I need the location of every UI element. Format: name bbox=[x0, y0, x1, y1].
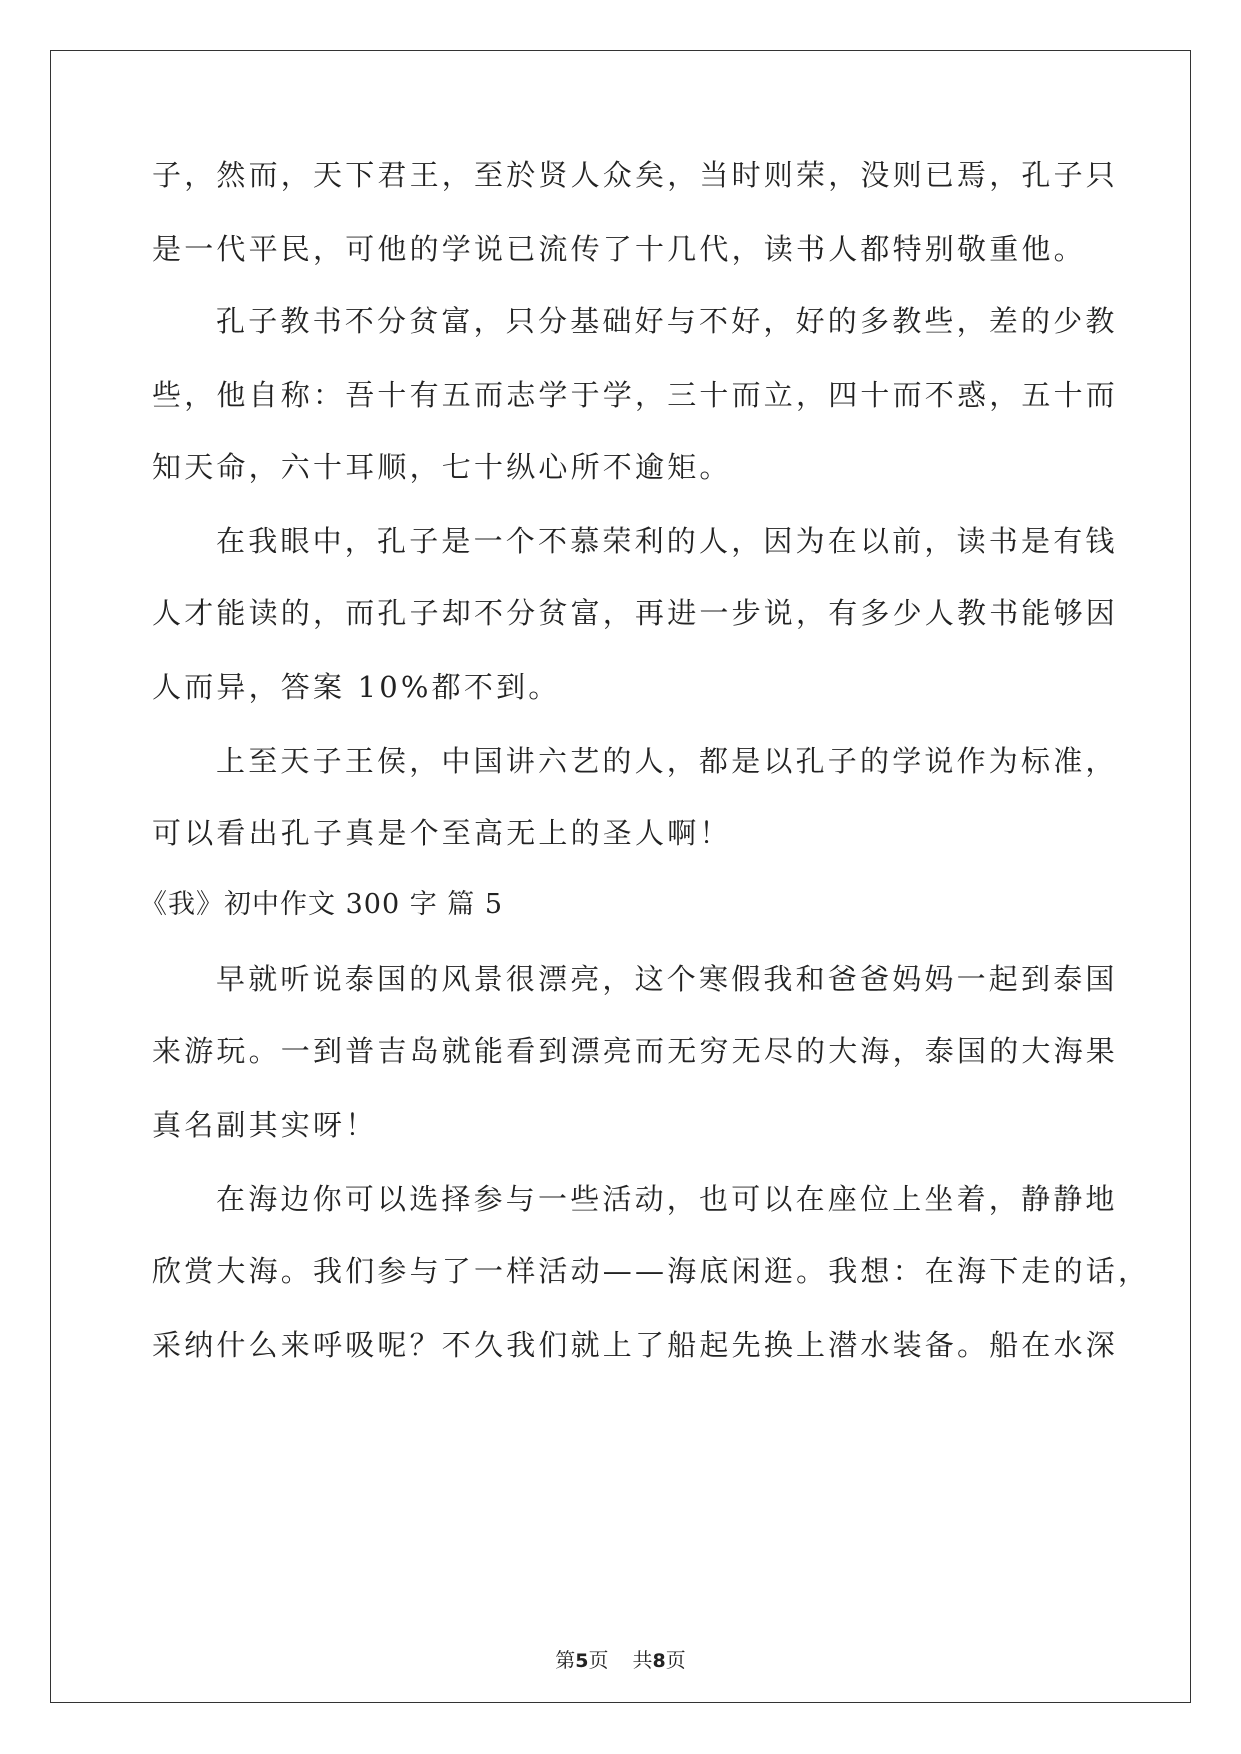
total-pages: 8 bbox=[652, 1650, 666, 1672]
paragraph-line: 来游玩。一到普吉岛就能看到漂亮而无穷无尽的大海，泰国的大海果 bbox=[152, 1034, 1119, 1068]
paragraph-line: 上至天子王侯，中国讲六艺的人，都是以孔子的学说作为标准， bbox=[216, 744, 1118, 778]
paragraph-line: 孔子教书不分贫富，只分基础好与不好，好的多教些，差的少教 bbox=[216, 304, 1118, 338]
paragraph-line: 欣赏大海。我们参与了一样活动——海底闲逛。我想：在海下走的话， bbox=[152, 1254, 1151, 1288]
paragraph-line: 早就听说泰国的风景很漂亮，这个寒假我和爸爸妈妈一起到泰国 bbox=[216, 962, 1118, 996]
paragraph-line: 些，他自称：吾十有五而志学于学，三十而立，四十而不惑，五十而 bbox=[152, 378, 1119, 412]
page-number: 5 bbox=[575, 1650, 589, 1672]
paragraph-line: 在我眼中，孔子是一个不慕荣利的人，因为在以前，读书是有钱 bbox=[216, 524, 1118, 558]
paragraph-line: 人而异，答案 10%都不到。 bbox=[152, 670, 561, 704]
footer-prefix: 第 bbox=[555, 1648, 576, 1672]
section-heading: 《我》初中作文 300 字 篇 5 bbox=[140, 889, 504, 920]
paragraph-line: 在海边你可以选择参与一些活动，也可以在座位上坐着，静静地 bbox=[216, 1182, 1118, 1216]
paragraph-line: 知天命，六十耳顺，七十纵心所不逾矩。 bbox=[152, 450, 732, 484]
paragraph-line: 人才能读的，而孔子却不分贫富，再进一步说，有多少人教书能够因 bbox=[152, 596, 1119, 630]
paragraph-line: 是一代平民，可他的学说已流传了十几代，读书人都特别敬重他。 bbox=[152, 232, 1086, 266]
paragraph-line: 子，然而，天下君王，至於贤人众矣，当时则荣，没则已焉，孔子只 bbox=[152, 158, 1119, 192]
paragraph-line: 采纳什么来呼吸呢？不久我们就上了船起先换上潜水装备。船在水深 bbox=[152, 1328, 1119, 1362]
footer-total-suffix: 页 bbox=[665, 1648, 686, 1672]
page-border bbox=[50, 50, 1191, 1703]
footer-total-prefix: 共 bbox=[632, 1648, 653, 1672]
paragraph-line: 可以看出孔子真是个至高无上的圣人啊！ bbox=[152, 816, 732, 850]
page-footer bbox=[0, 1648, 1241, 1673]
paragraph-line: 真名副其实呀！ bbox=[152, 1108, 378, 1142]
footer-page-suffix: 页 bbox=[588, 1648, 609, 1672]
